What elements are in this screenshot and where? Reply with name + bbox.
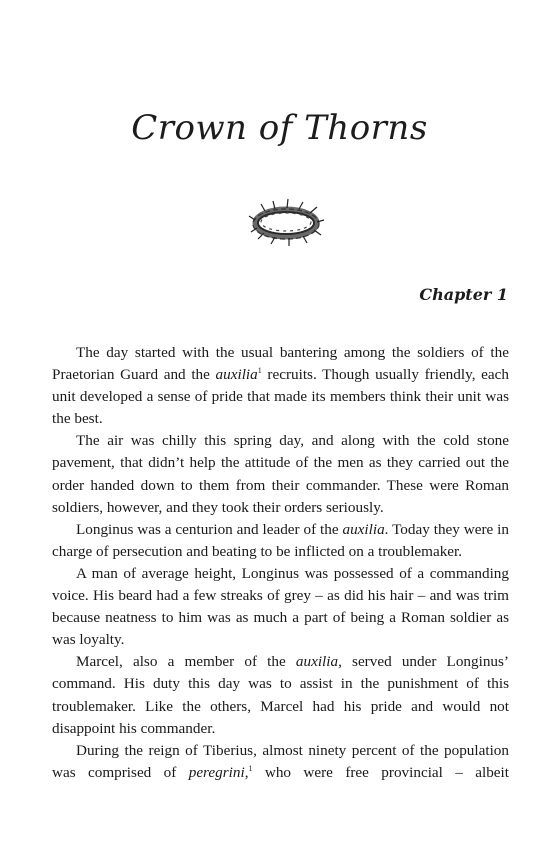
paragraph-3: Longinus was a centurion and leader of the auxilia. Today they were in charge of persecution and beating to be inflicted on a troublemaker. — [52, 520, 509, 560]
paragraph-2: The air was chilly this spring day, and along with the cold stone pavement, that didn’t help the attitude of the men as they carried out the order handed down to them from their commander. These were Roman soldiers, however, and they took their orders seriously. — [52, 432, 509, 516]
paragraph-4: A man of average height, Longinus was possessed of a commanding voice. His beard had a few streaks of grey – as did his hair – and was trim because neatness to him was as much a part of being a Roman soldier as was loyalty. — [52, 564, 509, 649]
paragraph-1: The day started with the usual bantering among the soldiers of the Praetorian Guard and the auxilia$^1$ recruits. Though usually friendly, each unit developed a sense of pride that made its members think their unit was the best. — [52, 344, 509, 428]
chapter-heading: Chapter 1 — [419, 285, 508, 304]
paragraph-5: Marcel, also a member of the auxilia, served under Longinus’ command. His duty this day was to assist in the punishment of this troublemaker. Like the others, Marcel had his pride and would not disappoint his commander. — [52, 653, 509, 737]
crown-of-thorns-icon — [247, 196, 325, 248]
chapter-body — [52, 342, 509, 784]
book-title: Crown of Thorns — [131, 108, 428, 148]
footnote-marker: 1 — [257, 366, 262, 376]
paragraph-6: During the reign of Tiberius, almost ninety percent of the population was comprised of peregrini,$^1$ who were free provincial – albeit — [52, 741, 509, 781]
footnote-marker: 1 — [248, 763, 253, 773]
